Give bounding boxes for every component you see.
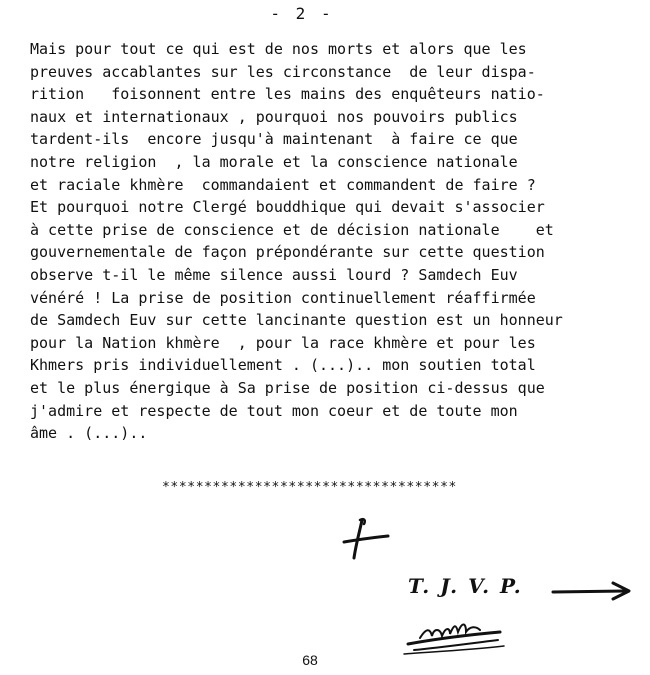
- text-line: rition foisonnent entre les mains des enquêteurs natio-: [30, 85, 545, 104]
- letter-body: [30, 38, 630, 445]
- arrow-right-icon: [551, 580, 633, 602]
- text-line: Khmers pris individuellement . (...).. mon soutien total: [30, 356, 536, 375]
- text-line: à cette prise de conscience et de décision nationale et: [30, 220, 554, 239]
- handwritten-signature-icon: [400, 610, 510, 660]
- text-line: gouvernementale de façon prépondérante sur cette question: [30, 243, 545, 262]
- text-line: âme . (...)..: [30, 424, 148, 443]
- text-line: preuves accablantes sur les circonstance de leur dispa-: [30, 62, 536, 81]
- initials-row: [408, 570, 638, 610]
- text-line: naux et internationaux , pourquoi nos pouvoirs publics: [30, 107, 518, 126]
- text-line: tardent-ils encore jusqu'à maintenant à faire ce que: [30, 130, 518, 149]
- text-line: observe t-il le même silence aussi lourd ? Samdech Euv: [30, 265, 518, 284]
- text-line: notre religion , la morale et la conscience nationale: [30, 152, 518, 171]
- page-number: 68: [302, 652, 318, 668]
- handwritten-cross-mark-icon: [338, 514, 398, 568]
- separator-stars: ***********************************: [162, 480, 457, 495]
- page-header: - 2 -: [270, 4, 334, 23]
- text-line: j'admire et respecte de tout mon coeur et de toute mon: [30, 401, 518, 420]
- text-line: et le plus énergique à Sa prise de position ci-dessus que: [30, 378, 545, 397]
- text-line: et raciale khmère commandaient et commandent de faire ?: [30, 175, 536, 194]
- text-line: pour la Nation khmère , pour la race khmère et pour les: [30, 333, 536, 352]
- text-line: de Samdech Euv sur cette lancinante question est un honneur: [30, 311, 563, 330]
- text-line: Et pourquoi notre Clergé bouddhique qui devait s'associer: [30, 198, 545, 217]
- text-line: vénéré ! La prise de position continuellement réaffirmée: [30, 288, 536, 307]
- initials: T. J. V. P.: [408, 574, 523, 598]
- text-line: Mais pour tout ce qui est de nos morts et alors que les: [30, 40, 527, 58]
